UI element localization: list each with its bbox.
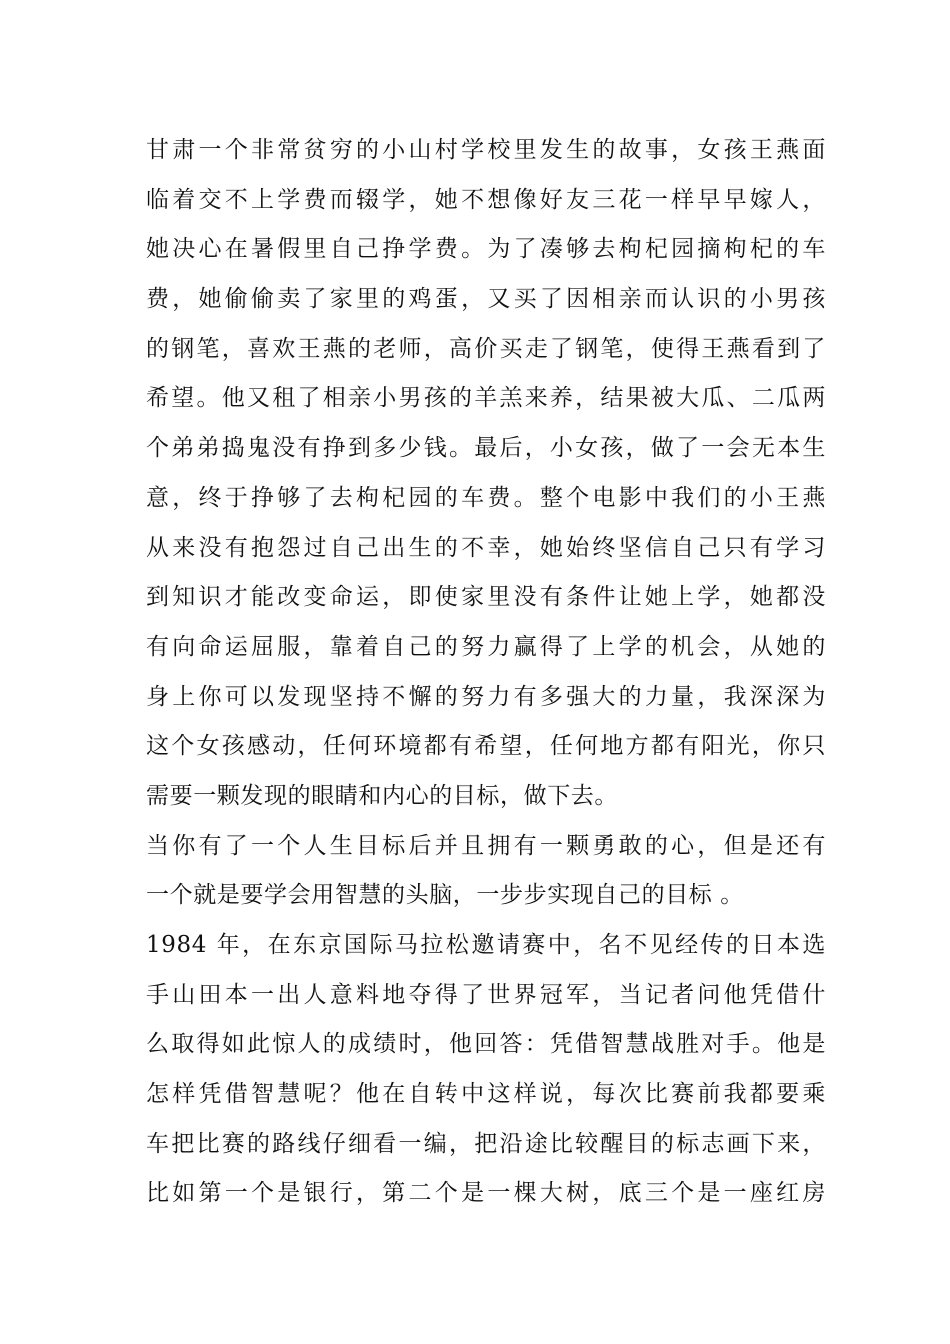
text-line: 的钢笔，喜欢王燕的老师，高价买走了钢笔，使得王燕看到了 — [146, 335, 826, 362]
text-line: 这个女孩感动，任何环境都有希望，任何地方都有阳光，你只 — [146, 733, 826, 760]
text-line: 手山田本一出人意料地夺得了世界冠军，当记者问他凭借什 — [146, 981, 826, 1008]
text-line: 甘肃一个非常贫穷的小山村学校里发生的故事，女孩王燕面 — [146, 137, 826, 163]
text-line: 有向命运屈服，靠着自己的努力赢得了上学的机会，从她的 — [146, 633, 826, 660]
text-line: 怎样凭借智慧呢？他在自转中这样说，每次比赛前我都要乘 — [146, 1081, 826, 1108]
text-line: 比如第一个是银行，第二个是一棵大树，底三个是一座红房 — [146, 1180, 826, 1207]
text-line: 临着交不上学费而辍学，她不想像好友三花一样早早嫁人， — [146, 186, 826, 213]
document-body — [146, 126, 826, 1219]
text-line: 意，终于挣够了去枸杞园的车费。整个电影中我们的小王燕 — [146, 484, 826, 511]
text-line: 身上你可以发现坚持不懈的努力有多强大的力量，我深深为 — [146, 683, 826, 710]
text-line: 需要一颗发现的眼睛和内心的目标，做下去。 — [146, 782, 618, 809]
text-line: 希望。他又租了相亲小男孩的羊羔来养，结果被大瓜、二瓜两 — [146, 385, 826, 412]
text-line: 个弟弟捣鬼没有挣到多少钱。最后，小女孩，做了一会无本生 — [146, 435, 826, 462]
text-line: 1984 年，在东京国际马拉松邀请赛中，名不见经传的日本选 — [146, 932, 826, 958]
text-line: 她决心在暑假里自己挣学费。为了凑够去枸杞园摘枸杞的车 — [146, 236, 826, 263]
text-line: 车把比赛的路线仔细看一编，把沿途比较醒目的标志画下来， — [146, 1130, 826, 1157]
text-line: 从来没有抱怨过自己出生的不幸，她始终坚信自己只有学习 — [146, 534, 826, 561]
text-line: 当你有了一个人生目标后并且拥有一颗勇敢的心，但是还有 — [146, 832, 826, 859]
text-line: 到知识才能改变命运，即使家里没有条件让她上学，她都没 — [146, 584, 826, 611]
text-line: 费，她偷偷卖了家里的鸡蛋，又买了因相亲而认识的小男孩 — [146, 286, 826, 313]
text-line: 一个就是要学会用智慧的头脑，一步步实现自己的目标 。 — [146, 882, 744, 909]
text-line: 么取得如此惊人的成绩时，他回答：凭借智慧战胜对手。他是 — [146, 1031, 826, 1058]
